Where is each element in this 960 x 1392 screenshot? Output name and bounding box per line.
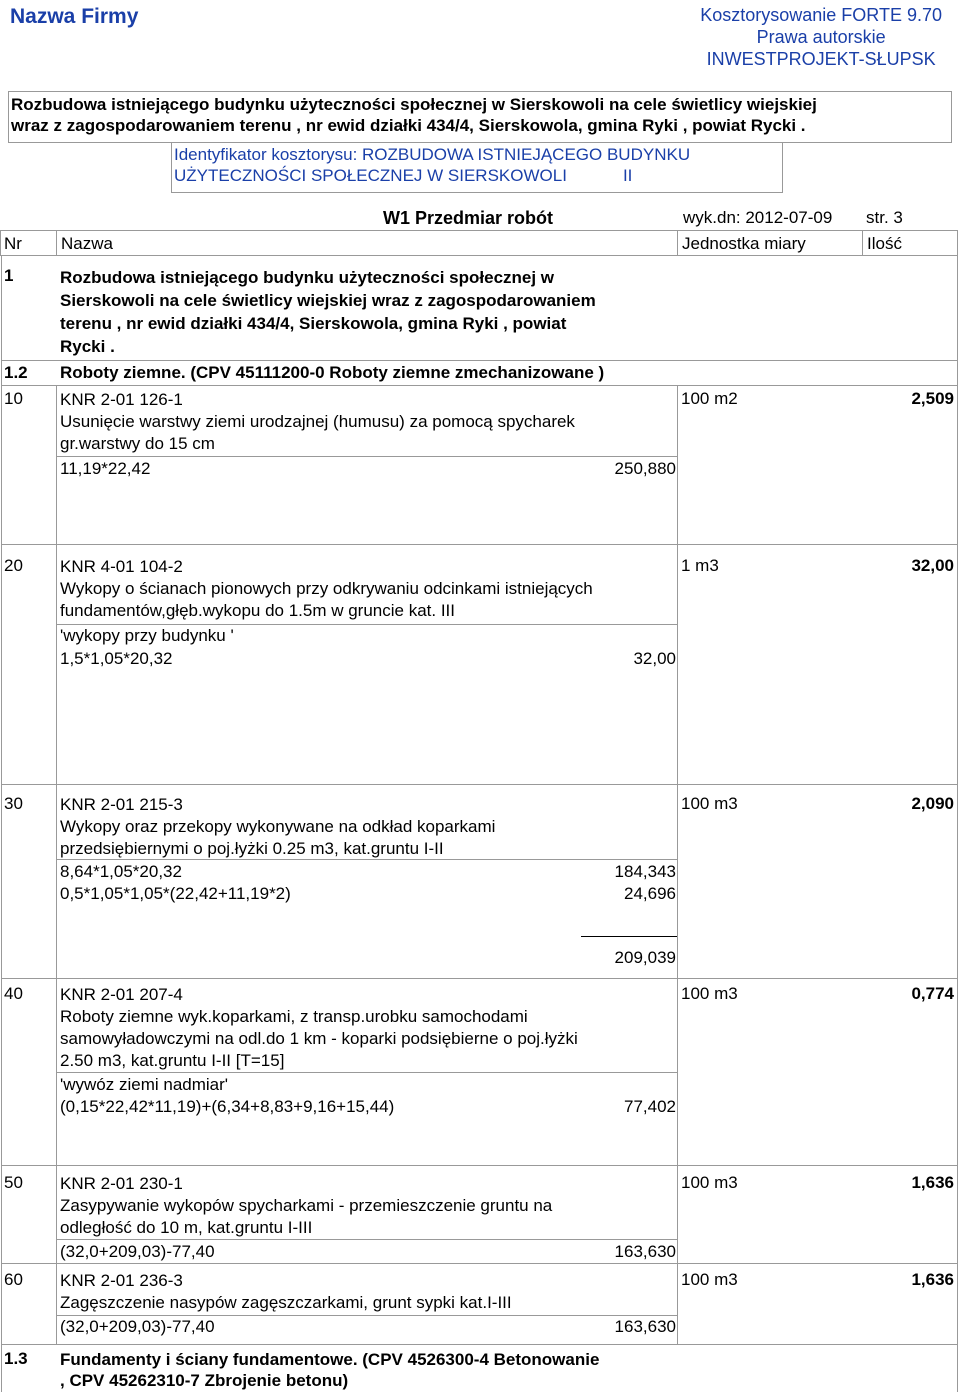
- group13-line1: Fundamenty i ściany fundamentowe. (CPV 4526300-4 Betonowanie: [60, 1350, 600, 1369]
- grid-col1: [56, 785, 57, 978]
- divider: [1, 1344, 958, 1345]
- grid-col1: [56, 230, 57, 256]
- item-desc: [60, 984, 578, 1072]
- item-code: KNR 2-01 230-1: [60, 1174, 183, 1193]
- calc-value: 32,00: [633, 649, 676, 668]
- item-code: KNR 2-01 236-3: [60, 1271, 183, 1290]
- group1-line4: Rycki .: [60, 337, 115, 356]
- item-nr: 20: [4, 556, 23, 575]
- calc-divider: [57, 1315, 677, 1316]
- item-desc: [60, 1270, 512, 1314]
- item-qty: 0,774: [911, 984, 954, 1003]
- grid-col1: [56, 545, 57, 784]
- col-unit: Jednostka miary: [682, 234, 806, 253]
- grid-col1: [56, 1166, 57, 1263]
- calc-value: 250,880: [614, 459, 676, 478]
- item-desc-line: Zagęszczenie nasypów zagęszczarkami, grunt sypki kat.I-III: [60, 1293, 512, 1312]
- calc-divider: [57, 859, 677, 860]
- item-row-30: [0, 785, 960, 978]
- item-nr: 40: [4, 984, 23, 1003]
- app-copyright: Prawa autorskie: [756, 27, 886, 47]
- column-header-row: [0, 230, 958, 256]
- grid-col2: [677, 545, 678, 784]
- item-code: KNR 4-01 104-2: [60, 557, 183, 576]
- group1-title: [60, 266, 596, 358]
- col-qty: Ilość: [867, 234, 902, 253]
- group1-line1: Rozbudowa istniejącego budynku użyteczności społecznej w: [60, 268, 555, 287]
- calc-value: 24,696: [624, 884, 676, 903]
- calc-label: 8,64*1,05*20,32: [60, 862, 182, 881]
- item-unit: 1 m3: [681, 556, 719, 575]
- item-code: KNR 2-01 126-1: [60, 390, 183, 409]
- item-nr: 30: [4, 794, 23, 813]
- item-row-50: [0, 1166, 960, 1263]
- app-version: Kosztorysowanie FORTE 9.70: [700, 5, 942, 25]
- item-nr: 50: [4, 1173, 23, 1192]
- calc-divider: [57, 456, 677, 457]
- item-qty: 1,636: [911, 1173, 954, 1192]
- grid-col2: [677, 1264, 678, 1344]
- calc-label: 11,19*22,42: [60, 459, 151, 478]
- item-code: KNR 2-01 207-4: [60, 985, 183, 1004]
- item-unit: 100 m3: [681, 1173, 738, 1192]
- item-desc-line: 2.50 m3, kat.gruntu I-II [T=15]: [60, 1051, 285, 1070]
- grid-col2: [677, 1166, 678, 1263]
- col-nr: Nr: [4, 234, 22, 253]
- calc-label: (32,0+209,03)-77,40: [60, 1242, 215, 1261]
- calc-sum: 209,039: [614, 948, 676, 967]
- calc-label: (32,0+209,03)-77,40: [60, 1317, 215, 1336]
- item-desc-line: Zasypywanie wykopów spycharkami - przemieszczenie gruntu na: [60, 1196, 553, 1215]
- item-desc-line: Usunięcie warstwy ziemi urodzajnej (humusu) za pomocą spycharek: [60, 412, 575, 431]
- item-unit: 100 m3: [681, 794, 738, 813]
- section-title: W1 Przedmiar robót: [383, 208, 554, 228]
- print-date: wyk.dn: 2012-07-09: [683, 208, 833, 227]
- item-desc-line: samowyładowczymi na odl.do 1 km - koparki podsiębierne o poj.łyżki: [60, 1029, 578, 1048]
- grid-col1: [56, 1264, 57, 1344]
- item-unit: 100 m2: [681, 389, 738, 408]
- calc-divider: [57, 1072, 677, 1073]
- item-desc: [60, 556, 593, 622]
- grid-col3: [862, 230, 863, 256]
- item-row-10: [0, 386, 960, 544]
- group12-nr: 1.2: [4, 363, 28, 382]
- item-qty: 2,090: [911, 794, 954, 813]
- item-desc: [60, 1173, 552, 1239]
- divider: [1, 360, 958, 361]
- item-unit: 100 m3: [681, 984, 738, 1003]
- item-desc: [60, 389, 575, 455]
- calc-note: 'wywóz ziemi nadmiar': [60, 1075, 229, 1094]
- identifier-line1: Identyfikator kosztorysu: ROZBUDOWA ISTNIEJĄCEGO BUDYNKU: [174, 145, 691, 164]
- item-qty: 32,00: [911, 556, 954, 575]
- item-row-40: [0, 979, 960, 1165]
- app-info: [700, 4, 942, 70]
- group13-title: [60, 1349, 599, 1391]
- item-nr: 60: [4, 1270, 23, 1289]
- grid-col2: [677, 230, 678, 256]
- firm-name: Nazwa Firmy: [10, 5, 139, 28]
- item-desc-line: przedsiębiernymi o poj.łyżki 0.25 m3, kat.gruntu I-II: [60, 839, 444, 858]
- item-desc-line: Wykopy oraz przekopy wykonywane na odkład koparkami: [60, 817, 496, 836]
- app-licensee: INWESTPROJEKT-SŁUPSK: [706, 49, 936, 69]
- project-title: [8, 91, 952, 143]
- item-qty: 1,636: [911, 1270, 954, 1289]
- sum-rule: [581, 936, 677, 937]
- col-name: Nazwa: [61, 234, 113, 253]
- calc-label: (0,15*22,42*11,19)+(6,34+8,83+9,16+15,44): [60, 1097, 395, 1116]
- calc-divider: [57, 624, 677, 625]
- item-desc-line: Wykopy o ścianach pionowych przy odkrywaniu odcinkami istniejących: [60, 579, 593, 598]
- item-desc-line: odległość do 10 m, kat.gruntu I-III: [60, 1218, 313, 1237]
- group13-line2: , CPV 45262310-7 Zbrojenie betonu): [60, 1371, 349, 1390]
- grid-col1: [56, 386, 57, 544]
- group1-line3: terenu , nr ewid działki 434/4, Sierskowola, gmina Ryki , powiat: [60, 314, 567, 333]
- calc-divider: [57, 1239, 677, 1240]
- item-desc-line: gr.warstwy do 15 cm: [60, 434, 215, 453]
- item-desc-line: Roboty ziemne wyk.koparkami, z transp.urobku samochodami: [60, 1007, 528, 1026]
- item-desc: [60, 794, 495, 860]
- page-number: str. 3: [866, 208, 903, 227]
- item-row-60: [0, 1264, 960, 1344]
- identifier-line2: UŻYTECZNOŚCI SPOŁECZNEJ W SIERSKOWOLI: [174, 166, 567, 185]
- calc-value: 163,630: [614, 1242, 676, 1261]
- grid-col2: [677, 979, 678, 1165]
- project-title-line1: Rozbudowa istniejącego budynku użyteczności społecznej w Sierskowoli na cele świetlicy wiejskiej: [11, 95, 817, 114]
- calc-label: 1,5*1,05*20,32: [60, 649, 173, 668]
- group1-line2: Sierskowoli na cele świetlicy wiejskiej wraz z zagospodarowaniem: [60, 291, 596, 310]
- calc-value: 184,343: [614, 862, 676, 881]
- calc-value: 163,630: [614, 1317, 676, 1336]
- item-nr: 10: [4, 389, 23, 408]
- project-title-line2: wraz z zagospodarowaniem terenu , nr ewid działki 434/4, Sierskowola, gmina Ryki , powiat Rycki .: [11, 116, 806, 135]
- item-row-20: [0, 545, 960, 784]
- item-qty: 2,509: [911, 389, 954, 408]
- estimate-identifier: [171, 142, 783, 193]
- calc-value: 77,402: [624, 1097, 676, 1116]
- identifier-suffix: II: [622, 166, 633, 185]
- item-code: KNR 2-01 215-3: [60, 795, 183, 814]
- grid-col2: [677, 785, 678, 978]
- calc-label: 0,5*1,05*1,05*(22,42+11,19*2): [60, 884, 291, 903]
- grid-col2: [677, 386, 678, 544]
- item-desc-line: fundamentów,głęb.wykopu do 1.5m w gruncie kat. III: [60, 601, 456, 620]
- group1-nr: 1: [4, 266, 14, 285]
- group12-title: Roboty ziemne. (CPV 45111200-0 Roboty ziemne zmechanizowane ): [60, 363, 605, 382]
- item-unit: 100 m3: [681, 1270, 738, 1289]
- group13-nr: 1.3: [4, 1349, 28, 1368]
- calc-note: 'wykopy przy budynku ': [60, 626, 234, 645]
